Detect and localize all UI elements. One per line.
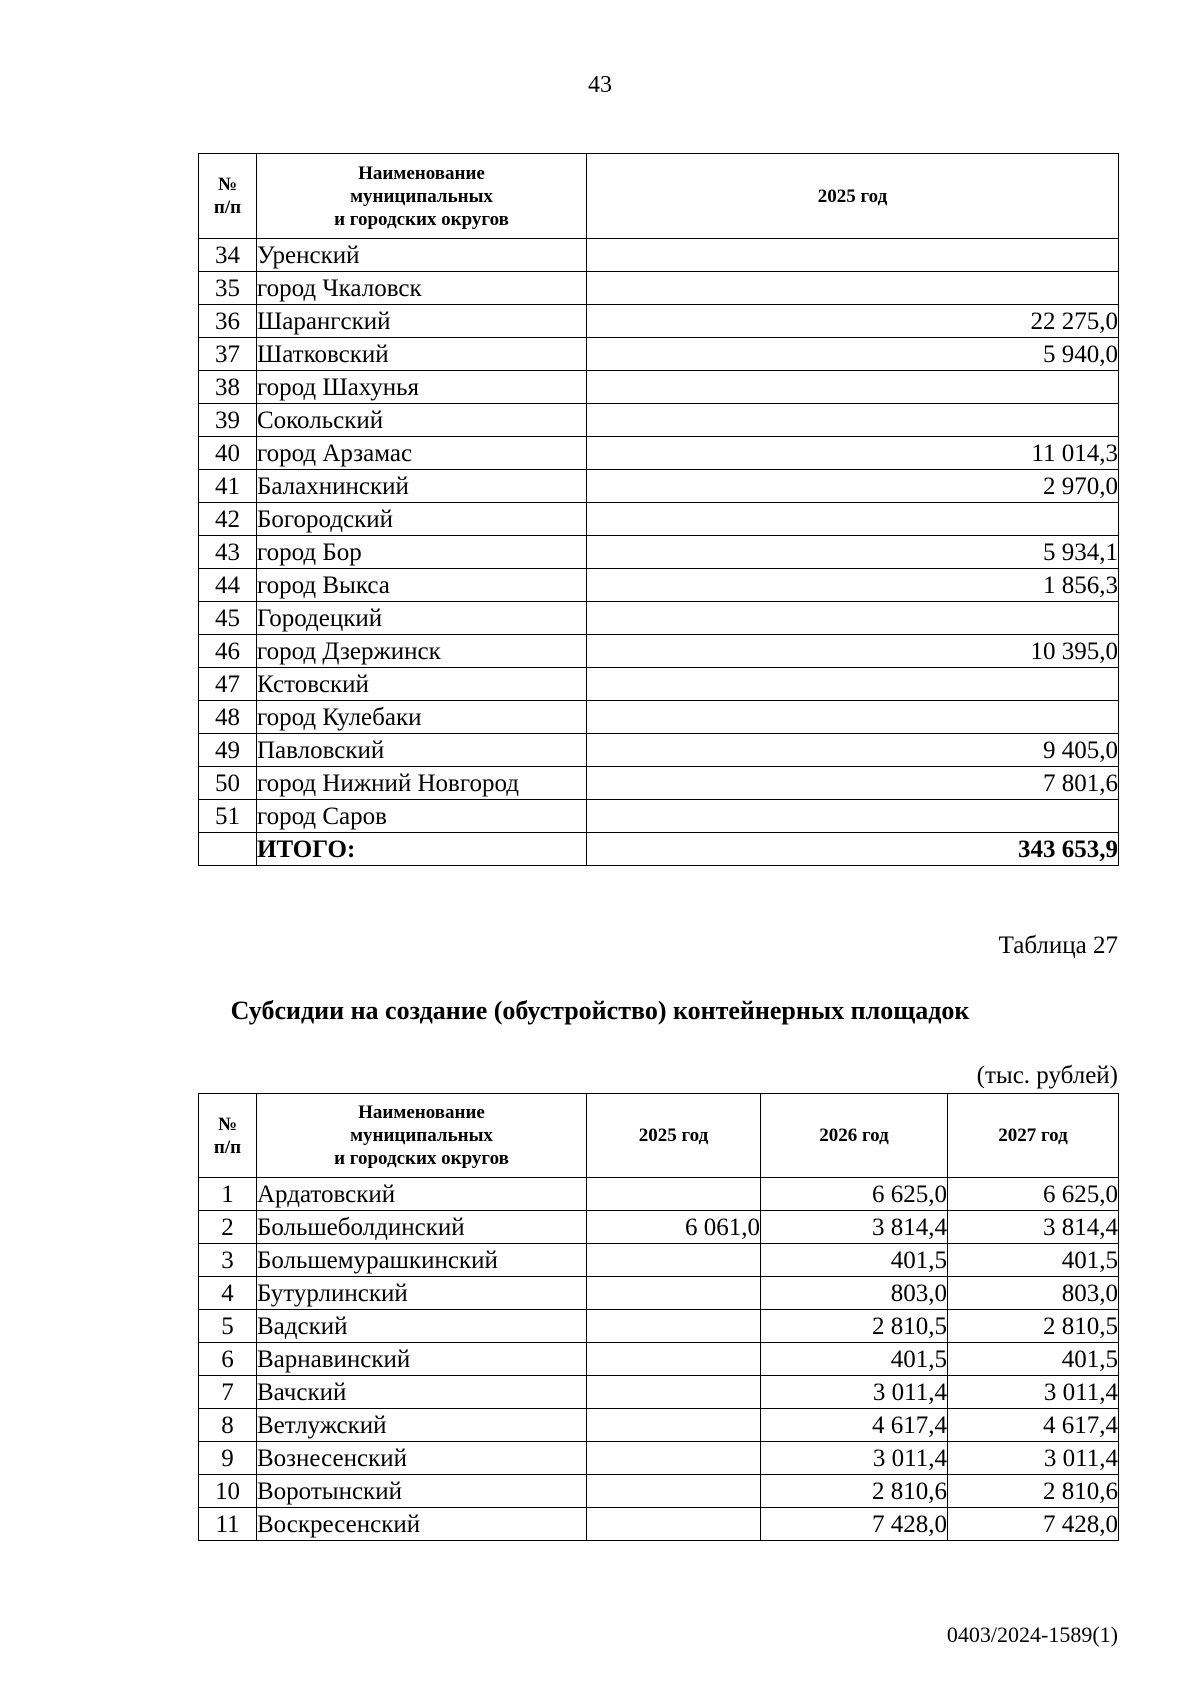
total-number-cell: [199, 833, 257, 866]
table-row: [199, 1409, 1119, 1442]
row-number: 6: [199, 1343, 257, 1376]
value-2027: 2 810,5: [948, 1310, 1119, 1343]
value-2027: 4 617,4: [948, 1409, 1119, 1442]
value-2026: 803,0: [761, 1277, 948, 1310]
row-number: 3: [199, 1244, 257, 1277]
value-2027: 2 810,6: [948, 1475, 1119, 1508]
municipality-name: Сокольский: [257, 404, 587, 437]
header-2025: 2025 год: [587, 1094, 761, 1178]
row-number: 49: [199, 734, 257, 767]
table-row: [199, 635, 1119, 668]
table-row: [199, 536, 1119, 569]
header-2026: 2026 год: [761, 1094, 948, 1178]
row-number: 46: [199, 635, 257, 668]
row-number: 42: [199, 503, 257, 536]
municipality-name: город Саров: [257, 800, 587, 833]
value-2025: [587, 701, 1119, 734]
row-number: 10: [199, 1475, 257, 1508]
header-municipality: Наименование муниципальных и городских округов: [257, 1094, 587, 1178]
table-row: [199, 371, 1119, 404]
municipality-name: город Бор: [257, 536, 587, 569]
value-2027: 6 625,0: [948, 1178, 1119, 1211]
value-2026: 3 011,4: [761, 1376, 948, 1409]
value-2025: 2 970,0: [587, 470, 1119, 503]
value-2025: [587, 1178, 761, 1211]
value-2025: [587, 1376, 761, 1409]
table-row: [199, 272, 1119, 305]
value-2025: [587, 1277, 761, 1310]
value-2027: 3 011,4: [948, 1376, 1119, 1409]
municipality-name: Шатковский: [257, 338, 587, 371]
value-2025: [587, 1475, 761, 1508]
table-header-row: [199, 154, 1119, 239]
value-2026: 6 625,0: [761, 1178, 948, 1211]
row-number: 50: [199, 767, 257, 800]
total-value-2025: 343 653,9: [587, 833, 1119, 866]
header-municipality: Наименование муниципальных и городских округов: [257, 154, 587, 239]
value-2025: [587, 404, 1119, 437]
header-number: № п/п: [199, 1094, 257, 1178]
value-2027: 3 814,4: [948, 1211, 1119, 1244]
table-header-row: [199, 1094, 1119, 1178]
table-row: [199, 767, 1119, 800]
municipality-name: Павловский: [257, 734, 587, 767]
value-2027: 401,5: [948, 1343, 1119, 1376]
value-2025: 22 275,0: [587, 305, 1119, 338]
value-2025: [587, 1409, 761, 1442]
total-label: ИТОГО:: [257, 833, 587, 866]
value-2025: 1 856,3: [587, 569, 1119, 602]
table-row: [199, 437, 1119, 470]
value-2025: 11 014,3: [587, 437, 1119, 470]
row-number: 39: [199, 404, 257, 437]
municipality-name: Богородский: [257, 503, 587, 536]
page-number: 43: [588, 72, 612, 98]
table-row: [199, 1310, 1119, 1343]
municipality-name: Большемурашкинский: [257, 1244, 587, 1277]
municipality-name: Бутурлинский: [257, 1277, 587, 1310]
allocation-table-continued: [198, 153, 1119, 866]
table-row: [199, 1442, 1119, 1475]
row-number: 7: [199, 1376, 257, 1409]
value-2026: 7 428,0: [761, 1508, 948, 1541]
total-row: [199, 833, 1119, 866]
municipality-name: город Кулебаки: [257, 701, 587, 734]
table-row: [199, 1475, 1119, 1508]
document-code: 0403/2024-1589(1): [946, 1622, 1118, 1647]
row-number: 4: [199, 1277, 257, 1310]
table-row: [199, 1376, 1119, 1409]
value-2025: [587, 602, 1119, 635]
row-number: 51: [199, 800, 257, 833]
municipality-name: Воротынский: [257, 1475, 587, 1508]
table-number: Таблица 27: [998, 932, 1118, 959]
municipality-name: Вачский: [257, 1376, 587, 1409]
row-number: 37: [199, 338, 257, 371]
value-2025: 5 934,1: [587, 536, 1119, 569]
value-2027: 7 428,0: [948, 1508, 1119, 1541]
municipality-name: Уренский: [257, 239, 587, 272]
municipality-name: Вадский: [257, 1310, 587, 1343]
row-number: 8: [199, 1409, 257, 1442]
table-row: [199, 602, 1119, 635]
municipality-name: город Выкса: [257, 569, 587, 602]
table-row: [199, 800, 1119, 833]
value-2025: [587, 1343, 761, 1376]
municipality-name: Городецкий: [257, 602, 587, 635]
municipality-name: Балахнинский: [257, 470, 587, 503]
table-row: [199, 305, 1119, 338]
table-row: [199, 503, 1119, 536]
row-number: 41: [199, 470, 257, 503]
row-number: 45: [199, 602, 257, 635]
municipality-name: Варнавинский: [257, 1343, 587, 1376]
row-number: 36: [199, 305, 257, 338]
table-row: [199, 1277, 1119, 1310]
table-row: [199, 569, 1119, 602]
header-2025: 2025 год: [587, 154, 1119, 239]
value-2027: 3 011,4: [948, 1442, 1119, 1475]
table-row: [199, 668, 1119, 701]
value-2027: 803,0: [948, 1277, 1119, 1310]
value-2026: 3 814,4: [761, 1211, 948, 1244]
row-number: 38: [199, 371, 257, 404]
value-2025: [587, 800, 1119, 833]
row-number: 47: [199, 668, 257, 701]
row-number: 43: [199, 536, 257, 569]
value-2025: [587, 371, 1119, 404]
table-row: [199, 338, 1119, 371]
table-row: [199, 1211, 1119, 1244]
municipality-name: город Дзержинск: [257, 635, 587, 668]
table-row: [199, 404, 1119, 437]
municipality-name: Шарангский: [257, 305, 587, 338]
row-number: 34: [199, 239, 257, 272]
municipality-name: Вознесенский: [257, 1442, 587, 1475]
municipality-name: город Чкаловск: [257, 272, 587, 305]
table-row: [199, 701, 1119, 734]
value-2025: [587, 668, 1119, 701]
row-number: 44: [199, 569, 257, 602]
value-2025: 7 801,6: [587, 767, 1119, 800]
value-2025: [587, 239, 1119, 272]
value-2027: 401,5: [948, 1244, 1119, 1277]
municipality-name: Воскресенский: [257, 1508, 587, 1541]
row-number: 9: [199, 1442, 257, 1475]
value-2026: 4 617,4: [761, 1409, 948, 1442]
municipality-name: Кстовский: [257, 668, 587, 701]
municipality-name: город Арзамас: [257, 437, 587, 470]
municipality-name: Ардатовский: [257, 1178, 587, 1211]
value-2026: 3 011,4: [761, 1442, 948, 1475]
table-row: [199, 470, 1119, 503]
header-2027: 2027 год: [948, 1094, 1119, 1178]
table-row: [199, 734, 1119, 767]
value-2025: 9 405,0: [587, 734, 1119, 767]
value-2025: [587, 272, 1119, 305]
value-2025: 10 395,0: [587, 635, 1119, 668]
value-2026: 401,5: [761, 1343, 948, 1376]
value-2025: [587, 503, 1119, 536]
value-2026: 401,5: [761, 1244, 948, 1277]
row-number: 2: [199, 1211, 257, 1244]
municipality-name: Большеболдинский: [257, 1211, 587, 1244]
municipality-name: город Шахунья: [257, 371, 587, 404]
row-number: 35: [199, 272, 257, 305]
value-2025: [587, 1310, 761, 1343]
units-label: (тыс. рублей): [976, 1062, 1118, 1089]
row-number: 11: [199, 1508, 257, 1541]
table-title: Субсидии на создание (обустройство) контейнерных площадок: [230, 996, 970, 1025]
value-2026: 2 810,5: [761, 1310, 948, 1343]
municipality-name: Ветлужский: [257, 1409, 587, 1442]
table-row: [199, 1508, 1119, 1541]
table-row: [199, 1244, 1119, 1277]
container-sites-subsidy-table: [198, 1093, 1119, 1541]
value-2025: [587, 1508, 761, 1541]
row-number: 1: [199, 1178, 257, 1211]
header-number: № п/п: [199, 154, 257, 239]
value-2025: [587, 1442, 761, 1475]
row-number: 40: [199, 437, 257, 470]
municipality-name: город Нижний Новгород: [257, 767, 587, 800]
value-2026: 2 810,6: [761, 1475, 948, 1508]
value-2025: [587, 1244, 761, 1277]
row-number: 48: [199, 701, 257, 734]
value-2025: 6 061,0: [587, 1211, 761, 1244]
value-2025: 5 940,0: [587, 338, 1119, 371]
table-row: [199, 1343, 1119, 1376]
table-row: [199, 1178, 1119, 1211]
table-row: [199, 239, 1119, 272]
row-number: 5: [199, 1310, 257, 1343]
